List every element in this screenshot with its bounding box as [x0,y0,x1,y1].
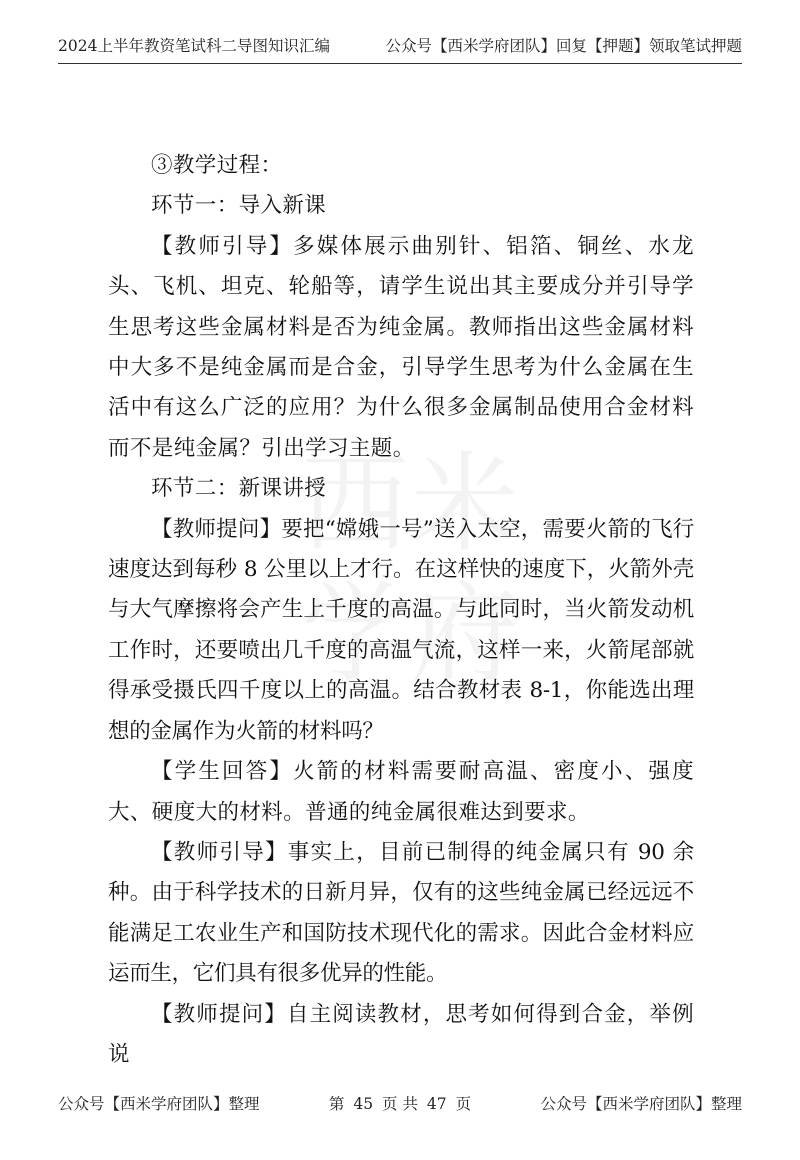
page-current: 45 [353,1095,374,1113]
footer-right-credit: 公众号【西米学府团队】整理 [540,1095,742,1113]
header-right-promo: 公众号【西米学府团队】回复【押题】领取笔试押题 [385,37,742,55]
page-mid: 页 共 [382,1095,418,1113]
header-divider [58,63,742,64]
section-heading-teaching-process: ③教学过程： [151,153,283,178]
paragraph-teacher-question-2: 【教师提问】自主阅读教材，思考如何得到合金，举例说 [108,1001,694,1067]
watermark-char: 学 [300,572,409,697]
page-indicator [327,1092,473,1114]
footer-left-credit: 公众号【西米学府团队】整理 [58,1095,260,1113]
page-header [58,34,742,56]
page-footer [58,1092,742,1114]
paragraph-teacher-guide-2: 【教师引导】事实上，目前已制得的纯金属只有 90 余种。由于科学技术的日新月异，仅有的这些纯金属已经远远不能满足工农业生产和国防技术现代化的需求。因此合金材料应运而生，它们具有很多优异的性能。 [108,839,694,987]
paragraph-student-answer: 【学生回答】火箭的材料需要耐高温、密度小、强度大、硬度大的材料。普通的纯金属很难达到要求。 [108,759,694,825]
watermark-char: 米 [410,442,519,567]
paragraph-teacher-guide-1: 【教师引导】多媒体展示曲别针、铝箔、铜丝、水龙头、飞机、坦克、轮船等，请学生说出其主要成分并引导学生思考这些金属材料是否为纯金属。教师指出这些金属材料中大多不是纯金属而是合金，引导学生思考为什么金属在生活中有这么广泛的应用？为什么很多金属制品使用合金材料而不是纯金属？引出学习主题。 [108,233,694,461]
section-heading-new-lesson: 环节二：新课讲授 [151,476,327,502]
page-total: 47 [426,1095,447,1113]
header-left-title: 2024上半年教资笔试科二导图知识汇编 [58,37,330,55]
paragraph-teacher-question-1: 【教师提问】要把“嫦娥一号”送入太空，需要火箭的飞行速度达到每秒 8 公里以上才行。在这样快的速度下，火箭外壳与大气摩擦将会产生上千度的高温。与此同时，当火箭发动机工作时，还要喷出几千度的高温气流，这样一来，火箭尾部就得承受摄氏四千度以上的高温。结合教材表 8-1，你能选出理想的金属作为火箭的材料吗？ [108,516,694,744]
page-prefix: 第 [328,1095,345,1113]
watermark-char: 府 [410,572,519,697]
document-body [108,146,694,1075]
page-suffix: 页 [455,1095,472,1113]
watermark-char: 西 [300,442,409,567]
section-heading-intro: 环节一：导入新课 [151,193,327,219]
